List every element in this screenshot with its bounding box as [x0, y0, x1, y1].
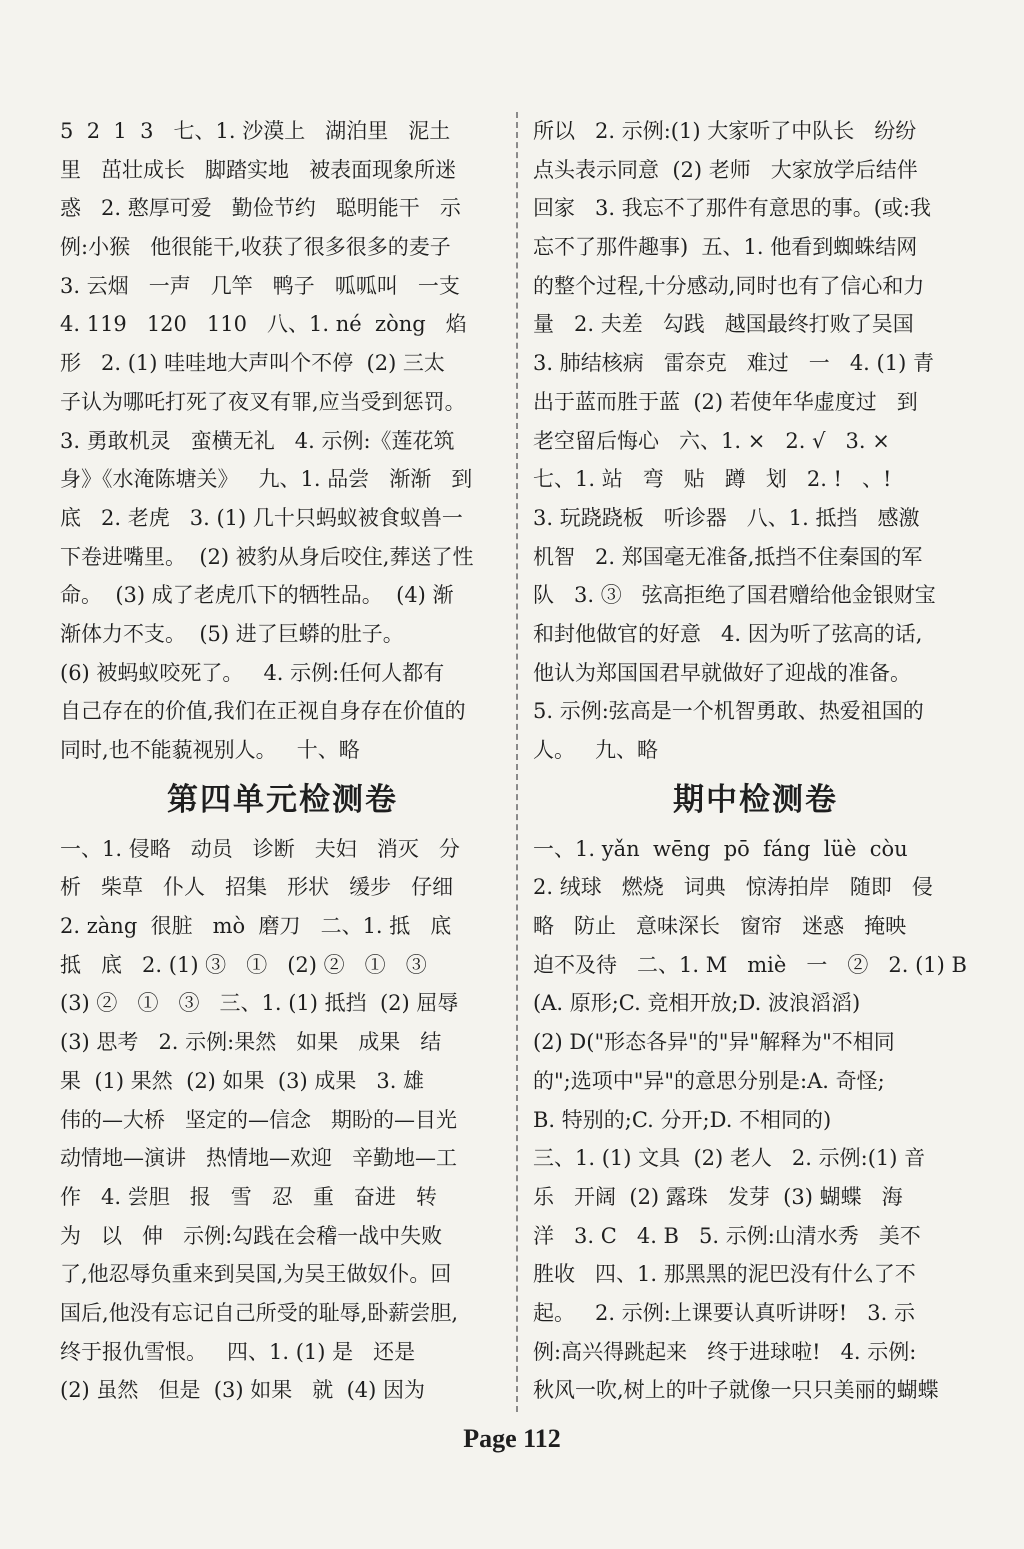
text-line: 洋 3. C 4. B 5. 示例:山清水秀 美不	[533, 1223, 921, 1248]
text-line: 了,他忍辱负重来到吴国,为吴王做奴仆。回	[60, 1262, 452, 1287]
text-line: 2. 绒球 燃烧 词典 惊涛拍岸 随即 侵	[533, 875, 933, 900]
text-line: 动情地—演讲 热情地—欢迎 辛勤地—工	[60, 1146, 458, 1171]
text-line: 老空留后悔心 六、1. × 2. √ 3. ×	[533, 428, 890, 453]
text-line: 析 柴草 仆人 招集 形状 缓步 仔细	[60, 875, 454, 900]
text-line: (A. 原形;C. 竞相开放;D. 波浪滔滔)	[533, 991, 861, 1016]
text-line: 作 4. 尝胆 报 雪 忍 重 奋进 转	[60, 1184, 437, 1209]
text-line: 5 2 1 3 七、1. 沙漠上 湖泊里 泥土	[60, 119, 451, 143]
text-line: 秋风一吹,树上的叶子就像一只只美丽的蝴蝶	[533, 1378, 939, 1403]
text-line: 他认为郑国国君早就做好了迎战的准备。	[533, 660, 911, 685]
text-line: 抵 底 2. (1) ③ ① (2) ② ① ③	[60, 952, 427, 977]
section-heading-unit4: 第四单元检测卷	[167, 781, 398, 818]
text-line: 例:高兴得跳起来 终于进球啦! 4. 示例:	[533, 1339, 917, 1364]
text-line: 3. 肺结核病 雷奈克 难过 一 4. (1) 青	[533, 351, 934, 376]
left-part2	[60, 830, 505, 1410]
text-line: 七、1. 站 弯 贴 蹲 划 2. ! 、!	[533, 467, 892, 492]
text-line: 迫不及待 二、1. M miè 一 ② 2. (1) B	[533, 952, 967, 977]
right-part2	[533, 830, 978, 1410]
text-line: 人。 九、略	[533, 738, 659, 762]
text-line: 出于蓝而胜于蓝 (2) 若使年华虚度过 到	[533, 389, 918, 414]
text-line: 机智 2. 郑国毫无准备,抵挡不住秦国的军	[533, 544, 923, 569]
right-column	[533, 112, 978, 1410]
text-line: B. 特别的;C. 分开;D. 不相同的)	[533, 1107, 832, 1132]
text-line: 3. 云烟 一声 几竿 鸭子 呱呱叫 一支	[60, 273, 460, 298]
text-line: (2) 虽然 但是 (3) 如果 就 (4) 因为	[60, 1378, 426, 1403]
text-line: 伟的—大桥 坚定的—信念 期盼的—目光	[60, 1107, 458, 1132]
text-line: 5. 示例:弦高是一个机智勇敢、热爱祖国的	[533, 699, 924, 724]
text-line: 里 茁壮成长 脚踏实地 被表面现象所迷	[60, 157, 457, 182]
text-line: 一、1. 侵略 动员 诊断 夫妇 消灭 分	[60, 836, 460, 861]
text-line: 胜收 四、1. 那黑黑的泥巴没有什么了不	[533, 1262, 916, 1287]
right-part1	[533, 112, 978, 770]
text-line: 3. 玩跷跷板 听诊器 八、1. 抵挡 感激	[533, 505, 920, 530]
text-line: 为 以 伸 示例:勾践在会稽一战中失败	[60, 1223, 443, 1248]
text-line: 三、1. (1) 文具 (2) 老人 2. 示例:(1) 音	[533, 1146, 926, 1171]
text-line: 忘不了那件趣事) 五、1. 他看到蜘蛛结网	[533, 235, 918, 260]
text-line: 点头表示同意 (2) 老师 大家放学后结伴	[533, 157, 918, 182]
text-line: 队 3. ③ 弦高拒绝了国君赠给他金银财宝	[533, 583, 936, 608]
left-column	[60, 112, 505, 1410]
text-line: 2. zàng 很脏 mò 磨刀 二、1. 抵 底	[60, 914, 452, 939]
text-line: 形 2. (1) 哇哇地大声叫个不停 (2) 三太	[60, 351, 445, 376]
text-line: 所以 2. 示例:(1) 大家听了中队长 纷纷	[533, 119, 917, 143]
text-line: 国后,他没有忘记自己所受的耻辱,卧薪尝胆,	[60, 1300, 459, 1325]
text-line: 的整个过程,十分感动,同时也有了信心和力	[533, 273, 925, 298]
text-line: 起。 2. 示例:上课要认真听讲呀! 3. 示	[533, 1300, 915, 1325]
text-line: 终于报仇雪恨。 四、1. (1) 是 还是	[60, 1339, 416, 1364]
text-line: (2) D("形态各异"的"异"解释为"不相同	[533, 1030, 895, 1055]
text-line: 的";选项中"异"的意思分别是:A. 奇怪;	[533, 1068, 885, 1093]
text-line: 一、1. yǎn wēng pō fáng lüè còu	[533, 836, 908, 861]
text-line: 子认为哪吒打死了夜叉有罪,应当受到惩罚。	[60, 389, 466, 414]
text-line: 4. 119 120 110 八、1. né zòng 焰	[60, 312, 467, 337]
text-line: 身》《水淹陈塘关》 九、1. 品尝 渐渐 到	[60, 467, 473, 492]
text-line: 底 2. 老虎 3. (1) 几十只蚂蚁被食蚁兽一	[60, 505, 463, 530]
text-line: 3. 勇敢机灵 蛮横无礼 4. 示例:《莲花筑	[60, 428, 455, 453]
text-line: 同时,也不能藐视别人。 十、略	[60, 738, 360, 762]
text-line: 量 2. 夫差 勾践 越国最终打败了吴国	[533, 312, 914, 337]
text-line: 略 防止 意味深长 窗帘 迷惑 掩映	[533, 914, 907, 939]
text-line: 乐 开阔 (2) 露珠 发芽 (3) 蝴蝶 海	[533, 1184, 903, 1209]
text-line: 果 (1) 果然 (2) 如果 (3) 成果 3. 雄	[60, 1068, 425, 1093]
text-line: 惑 2. 憨厚可爱 勤俭节约 聪明能干 示	[60, 196, 461, 221]
text-line: 回家 3. 我忘不了那件有意思的事。(或:我	[533, 196, 932, 221]
text-line: (3) ② ① ③ 三、1. (1) 抵挡 (2) 屈辱	[60, 991, 459, 1016]
text-line: 命。 (3) 成了老虎爪下的牺牲品。 (4) 渐	[60, 583, 454, 608]
left-part1	[60, 112, 505, 770]
page-number: Page 112	[463, 1424, 561, 1453]
text-line: 下卷进嘴里。 (2) 被豹从身后咬住,葬送了性	[60, 544, 474, 569]
text-line: (3) 思考 2. 示例:果然 如果 成果 结	[60, 1030, 442, 1055]
column-divider	[516, 112, 518, 1412]
text-line: 和封他做官的好意 4. 因为听了弦高的话,	[533, 621, 923, 646]
text-line: 自己存在的价值,我们在正视自身存在价值的	[60, 699, 466, 724]
text-line: 例:小猴 他很能干,收获了很多很多的麦子	[60, 235, 451, 260]
section-heading-midterm: 期中检测卷	[673, 781, 838, 818]
text-line: (6) 被蚂蚁咬死了。 4. 示例:任何人都有	[60, 660, 445, 685]
text-line: 渐体力不支。 (5) 进了巨蟒的肚子。	[60, 621, 404, 646]
